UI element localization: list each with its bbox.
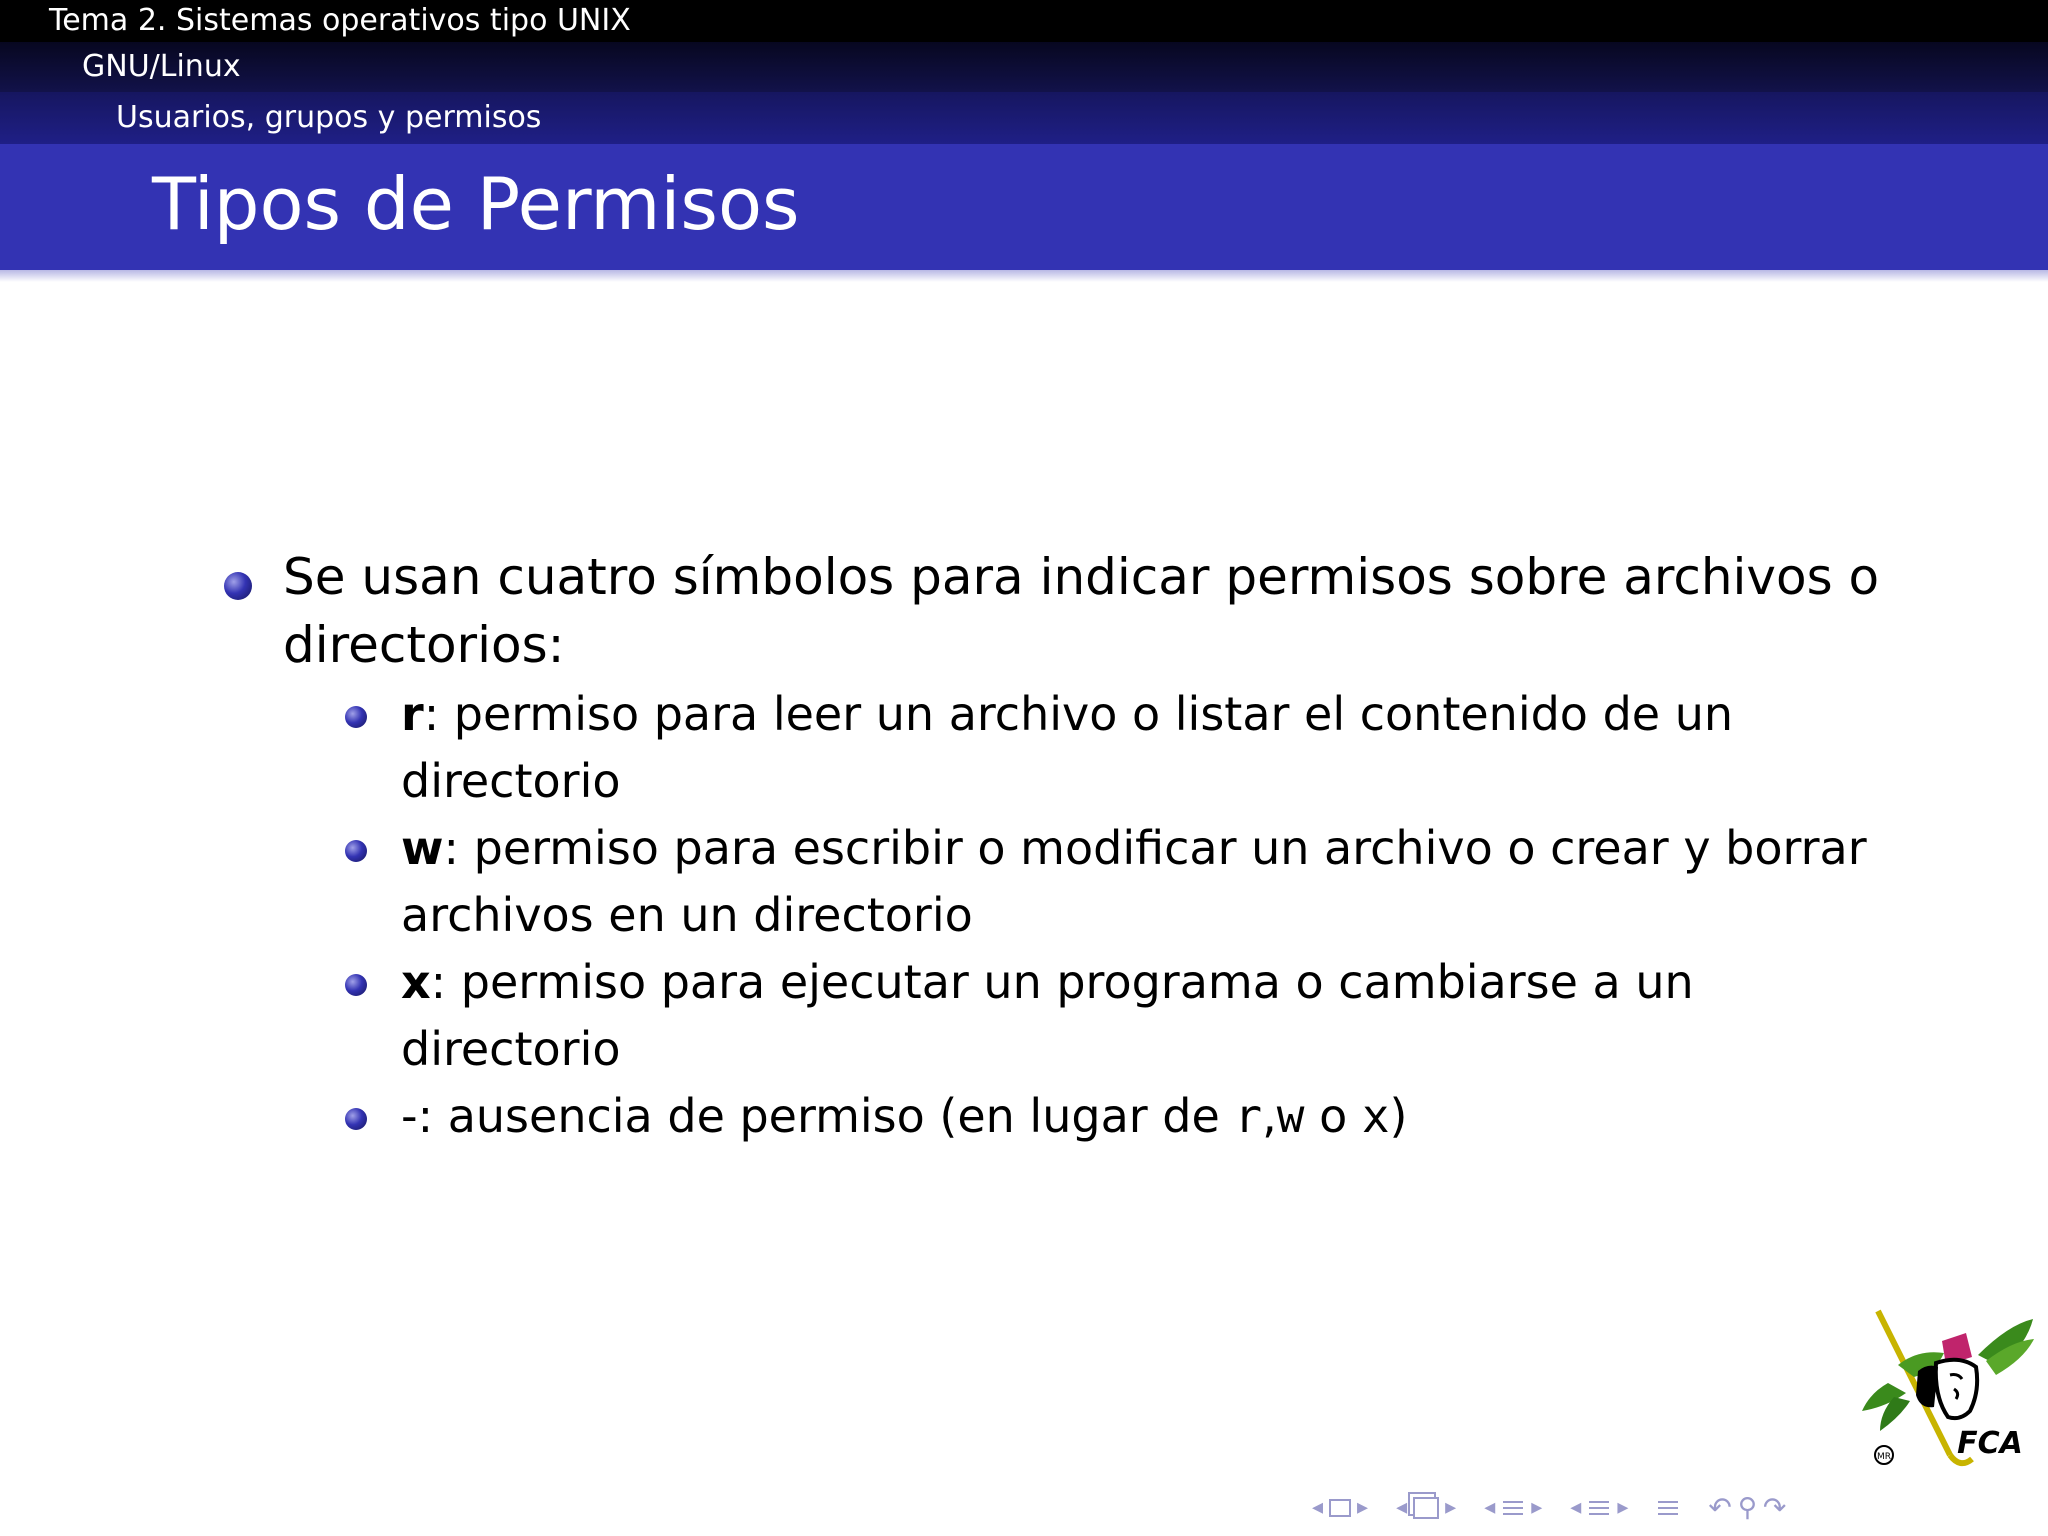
permission-desc-r: : permiso para leer un archivo o listar el contenido de un directorio bbox=[401, 687, 1734, 808]
nav-frame-group bbox=[1312, 1490, 1368, 1526]
nav-section-group bbox=[1484, 1490, 1542, 1526]
permission-item-w bbox=[345, 815, 1920, 949]
header-section-title[interactable]: Tema 2. Sistemas operativos tipo UNIX bbox=[0, 0, 2048, 42]
frame-title: Tipos de Permisos bbox=[0, 144, 2048, 270]
nav-subsection-right-icon[interactable]: ▸ bbox=[1445, 1495, 1457, 1520]
permission-item-none bbox=[345, 1083, 1920, 1150]
slide-content bbox=[220, 543, 1920, 1150]
mono-x: x bbox=[1361, 1089, 1390, 1143]
permission-none-suffix: ) bbox=[1389, 1089, 1408, 1143]
sub-bullet-ball-icon bbox=[345, 974, 367, 996]
nav-appendix-icon[interactable] bbox=[1656, 1498, 1680, 1518]
nav-search-icon[interactable]: ⚲ bbox=[1737, 1493, 1757, 1523]
nav-subsection-icon[interactable] bbox=[1413, 1497, 1439, 1519]
nav-section-right-icon[interactable]: ▸ bbox=[1531, 1495, 1543, 1520]
nav-frame-icon[interactable] bbox=[1329, 1499, 1351, 1517]
or-separator: o bbox=[1304, 1089, 1362, 1143]
nav-subsubsection-icon[interactable] bbox=[1587, 1498, 1611, 1518]
beamer-navigation-bar bbox=[1312, 1490, 1814, 1526]
nav-subsubsection-left-icon[interactable]: ◂ bbox=[1570, 1495, 1582, 1520]
nav-subsection-group bbox=[1396, 1490, 1456, 1526]
sub-bullet-ball-icon bbox=[345, 706, 367, 728]
permission-desc-w: : permiso para escribir o modificar un archivo o crear y borrar archivos en un directorio bbox=[401, 821, 1867, 942]
header-subsection-title[interactable]: GNU/Linux bbox=[0, 42, 2048, 92]
permission-key-w: w bbox=[401, 821, 444, 875]
sub-bullet-ball-icon bbox=[345, 840, 367, 862]
frame-title-shadow bbox=[0, 270, 2048, 282]
permission-none-prefix: -: ausencia de permiso (en lugar de bbox=[401, 1089, 1235, 1143]
permission-list bbox=[220, 681, 1920, 1150]
nav-subsubsection-group bbox=[1570, 1490, 1628, 1526]
fca-logo bbox=[1858, 1305, 2036, 1477]
nav-section-left-icon[interactable]: ◂ bbox=[1484, 1495, 1496, 1520]
permission-key-x: x bbox=[401, 955, 431, 1009]
logo-fca-text: FCA bbox=[1957, 1426, 2023, 1461]
mono-w: w bbox=[1276, 1089, 1305, 1143]
permission-item-x bbox=[345, 949, 1920, 1083]
nav-subsubsection-right-icon[interactable]: ▸ bbox=[1617, 1495, 1629, 1520]
logo-badge-text: MR bbox=[1876, 1452, 1892, 1462]
nav-section-icon[interactable] bbox=[1501, 1498, 1525, 1518]
mono-r: r bbox=[1234, 1089, 1263, 1143]
sub-bullet-ball-icon bbox=[345, 1108, 367, 1130]
header-subsubsection-title[interactable]: Usuarios, grupos y permisos bbox=[0, 92, 2048, 144]
nav-forward-icon[interactable]: ↷ bbox=[1762, 1491, 1787, 1524]
nav-left-arrow-icon[interactable]: ◂ bbox=[1312, 1495, 1324, 1520]
permission-key-r: r bbox=[401, 687, 424, 741]
permission-item-r bbox=[345, 681, 1920, 815]
nav-right-arrow-icon[interactable]: ▸ bbox=[1357, 1495, 1369, 1520]
nav-back-icon[interactable]: ↶ bbox=[1708, 1491, 1732, 1524]
main-bullet-item bbox=[220, 543, 1920, 679]
bullet-ball-icon bbox=[224, 572, 252, 600]
comma-separator: , bbox=[1262, 1089, 1277, 1143]
nav-subsection-left-icon[interactable]: ◂ bbox=[1396, 1495, 1408, 1520]
intro-text: Se usan cuatro símbolos para indicar permisos sobre archivos o directorios: bbox=[283, 548, 1880, 674]
nav-appendix-group bbox=[1656, 1498, 1680, 1518]
nav-history-group bbox=[1708, 1490, 1786, 1526]
permission-desc-x: : permiso para ejecutar un programa o cambiarse a un directorio bbox=[401, 955, 1694, 1076]
